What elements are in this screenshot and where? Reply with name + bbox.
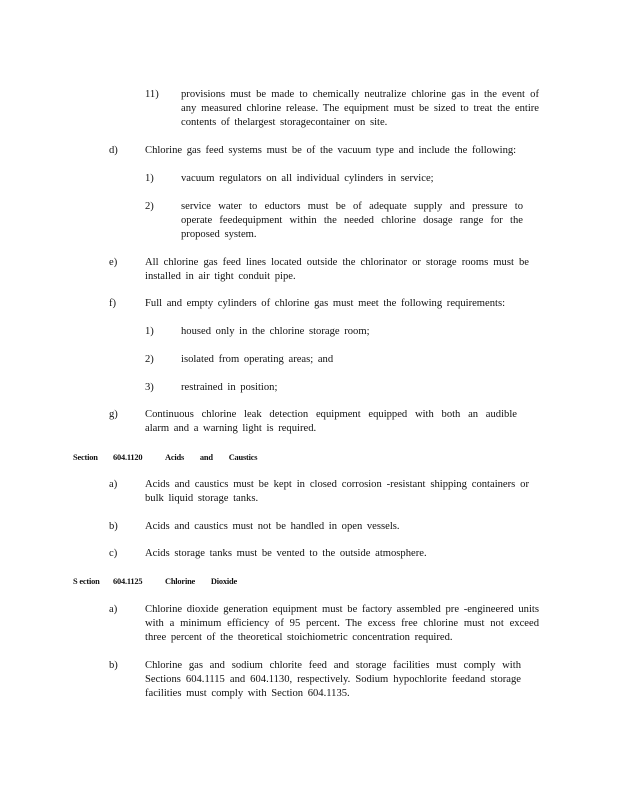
item-text: service water to eductors must be of adequate supply and pressure to operate feedequipment within the needed chlorine dosage range for the proposed system.	[181, 201, 523, 240]
item-text: Chlorine dioxide generation equipment must be factory assembled pre -engineered units with a minimum efficiency of 95 percent. The excess free chlorine must not exceed three percent of the theoretical stoichiometric concentration required.	[145, 604, 539, 643]
section-number: 604.1125	[113, 577, 143, 586]
item-label: b)	[109, 660, 118, 671]
section-word: Section	[73, 453, 98, 462]
item-label: c)	[109, 548, 118, 559]
item-text: Acids storage tanks must be vented to the outside atmosphere.	[145, 548, 427, 559]
item-label: d)	[109, 145, 118, 156]
item-text: Full and empty cylinders of chlorine gas must meet the following requirements:	[145, 298, 506, 309]
item-text: restrained in position;	[181, 382, 278, 393]
item-label: b)	[109, 521, 118, 532]
item-label: g)	[109, 409, 118, 420]
item-text: isolated from operating areas; and	[181, 354, 334, 365]
item-label: 2)	[145, 354, 154, 365]
item-label: a)	[109, 479, 118, 490]
item-label: 11)	[145, 89, 159, 100]
section-number: 604.1120	[113, 453, 143, 462]
item-text: Chlorine gas and sodium chlorite feed and storage facilities must comply with Sections 604.1115 and 604.1130, respectively. Sodium hypochlorite feedand storage facilities must comply with Section 604.1135.	[145, 660, 521, 699]
item-label: 1)	[145, 326, 154, 337]
item-text: Acids and caustics must not be handled in open vessels.	[145, 521, 400, 532]
item-text: Continuous chlorine leak detection equipment equipped with both an audible alarm and a warning light is required.	[145, 409, 517, 434]
item-label: a)	[109, 604, 118, 615]
item-label: e)	[109, 257, 118, 268]
item-label: f)	[109, 298, 117, 309]
item-text: housed only in the chlorine storage room;	[181, 326, 370, 337]
section-title: Chlorine Dioxide	[165, 577, 237, 586]
section-title: Acids and Caustics	[165, 453, 258, 462]
item-label: 3)	[145, 382, 154, 393]
item-text: All chlorine gas feed lines located outside the chlorinator or storage rooms must be installed in air tight conduit pipe.	[145, 257, 529, 282]
item-label: 1)	[145, 173, 154, 184]
item-text: Acids and caustics must be kept in closed corrosion -resistant shipping containers or bulk liquid storage tanks.	[145, 479, 529, 504]
item-text: Chlorine gas feed systems must be of the vacuum type and include the following:	[145, 145, 517, 156]
section-word: S ection	[73, 577, 100, 586]
item-text: vacuum regulators on all individual cylinders in service;	[181, 173, 434, 184]
item-text: provisions must be made to chemically neutralize chlorine gas in the event of any measured chlorine release. The equipment must be sized to treat the entire contents of thelargest storagecontainer on site.	[181, 89, 539, 128]
item-label: 2)	[145, 201, 154, 212]
